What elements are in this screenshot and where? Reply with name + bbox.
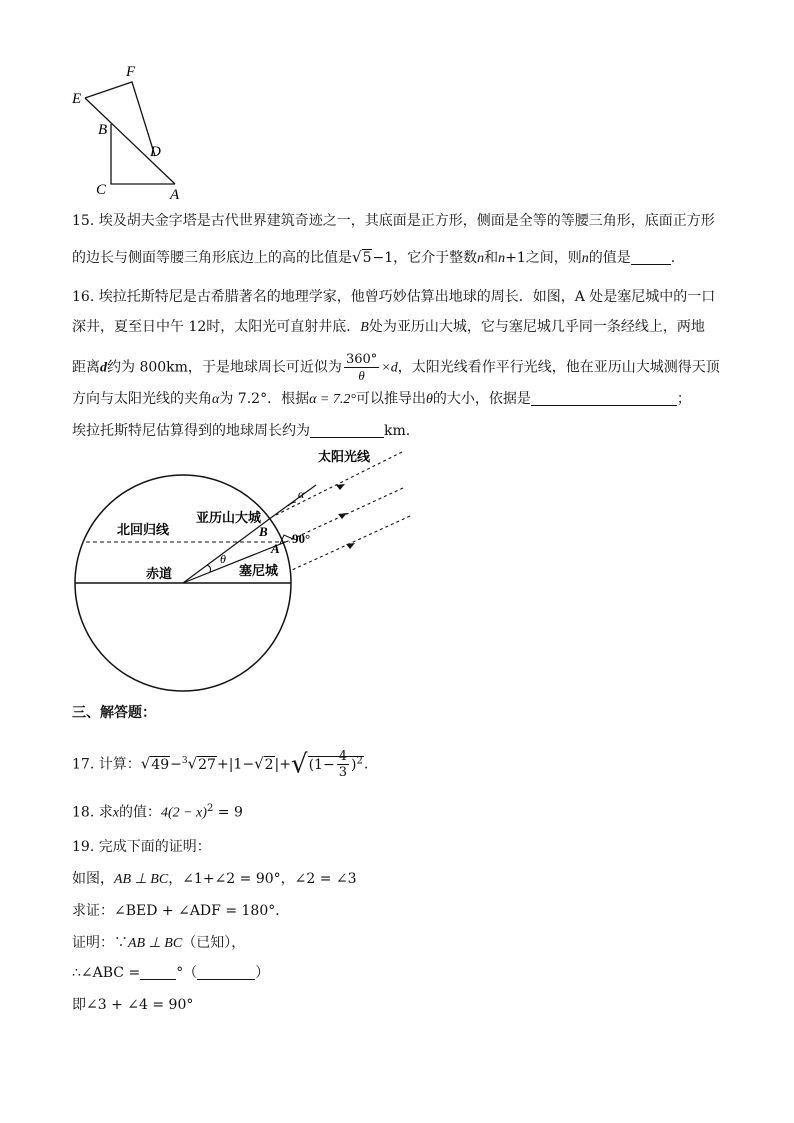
q16-var-d: d [100, 360, 107, 376]
q18-exp: 2 [206, 803, 214, 814]
q19-proof3: 即∠3 + ∠4 = 90° [72, 997, 194, 1013]
theta-arc [207, 565, 211, 572]
q18-line [72, 800, 243, 823]
q19-given-c: ，∠1+∠2 = 90°，∠2 = ∠3 [168, 871, 357, 887]
q17-frac-den: 3 [338, 765, 347, 781]
q17-sqrt49: 49 [151, 756, 170, 773]
q16-frac-den: θ [358, 368, 365, 383]
q16-text-line3a: 距离 [72, 359, 100, 376]
q19-prove: 求证：∠BED + ∠ADF = 180°． [72, 903, 290, 919]
q19-line5 [72, 964, 269, 982]
q16-circumference-blank[interactable] [310, 423, 384, 438]
q15-line1 [72, 212, 715, 230]
q15-and: 和 [484, 250, 499, 266]
q17-plus1: +|1− [216, 756, 255, 773]
q16-text-line4c: 可以推导出 [355, 391, 426, 407]
q15-number: 15. [72, 213, 95, 229]
q16-frac-num: 360° [345, 352, 378, 367]
q16-text-line2b: 处为亚历山大城，它与塞尼城几乎同一条经线上，两地 [368, 319, 705, 335]
label-alpha: α [298, 487, 305, 501]
q15-var-n: n [477, 251, 485, 266]
q16-number: 16. [72, 289, 95, 305]
label-theta: θ [220, 552, 226, 566]
big-sqrt-icon: √ [291, 749, 308, 780]
segment-E-A [85, 98, 175, 184]
q15-answer-blank[interactable] [631, 250, 671, 265]
q19-angle-blank[interactable] [140, 965, 176, 980]
arrow-icon [336, 484, 345, 490]
q19-line3 [72, 902, 289, 920]
q15-radicand: 5 [362, 250, 372, 266]
q17-line [72, 746, 369, 781]
q18-rest: 的值： [118, 804, 161, 821]
q16-text-line4b: 为 7.2°．根据 [219, 391, 310, 407]
q16-alpha-eq: α = 7.2° [309, 392, 356, 407]
q16-text-line4a: 方向与太阳光线的夹角 [72, 391, 212, 407]
label-A: A [170, 187, 180, 203]
q17-label: 计算： [98, 756, 141, 773]
q16-line1 [72, 288, 715, 306]
q16-line3 [72, 352, 720, 383]
label-C: C [96, 182, 107, 198]
q19-reason-blank[interactable] [197, 965, 255, 980]
q15-value-is: 的值是 [588, 250, 631, 266]
q15-between: 之间，则 [525, 250, 582, 266]
q15-line2 [72, 248, 675, 268]
q18-var-x: x [112, 805, 119, 821]
q15-var-n-plus: n [498, 251, 506, 266]
q19-line1 [72, 838, 211, 856]
sqrt-icon: √ [352, 248, 362, 266]
q18-rhs: = 9 [213, 804, 243, 821]
label-sunlight: 太阳光线 [318, 449, 371, 464]
q19-proof2b: °（ [176, 965, 198, 981]
q17-end: . [363, 756, 369, 773]
earth-figure [60, 440, 430, 710]
q19-line4 [72, 934, 245, 953]
label-B: B [259, 524, 268, 539]
q16-text-line1: 埃拉托斯特尼是古希腊著名的地理学家，他曾巧妙估算出地球的周长．如图，A 处是塞尼城中的一口 [98, 289, 716, 305]
q16-text-line3c: ，太阳光线看作平行光线，他在亚历山大城测得天顶 [397, 359, 720, 376]
q15-var-n2: n [581, 251, 589, 266]
q19-given-b: AB ⊥ BC [114, 872, 169, 887]
q16-text-line4d: 的大小，依据是 [432, 391, 531, 407]
q17-one-minus: 1− [314, 756, 335, 773]
segment-E-F-D [85, 82, 155, 156]
q17-cbrt-index: 3 [181, 756, 188, 766]
label-tropic: 北回归线 [117, 522, 170, 537]
label-A: A [271, 541, 280, 556]
label-D: D [150, 144, 161, 160]
q17-fraction [337, 749, 349, 780]
q19-proof1a: 证明：∵ [72, 935, 128, 951]
q15-text-line1: 埃及胡夫金字塔是古代世界建筑奇迹之一，其底面是正方形，侧面是全等的等腰三角形，底面正方形 [98, 213, 715, 229]
q16-basis-blank[interactable] [531, 391, 677, 406]
sqrt-icon: √ [254, 754, 264, 773]
q17-number: 17. [72, 756, 95, 773]
arrow-icon [346, 543, 355, 549]
q15-text-line2b: ，它介于整数 [393, 250, 478, 266]
q19-proof1b: AB ⊥ BC [128, 936, 183, 951]
q17-sqrt2: 2 [264, 756, 274, 773]
arrow-icon [338, 513, 347, 519]
q15-plus-one: +1 [505, 250, 526, 266]
section3-title: 三、解答题： [72, 705, 156, 721]
label-B: B [98, 122, 108, 138]
q19-line2 [72, 870, 357, 889]
label-90: 90° [292, 531, 311, 546]
q16-semicolon: ； [676, 391, 691, 407]
q16-text-line2a: 深井，夏至日中午 12时，太阳光可直射井底． [72, 319, 361, 335]
q16-text-line5a: 埃拉托斯特尼估算得到的地球周长约为 [72, 423, 310, 439]
q18-equation: 4(2 − x) [160, 805, 207, 821]
q19-proof1c: （已知）， [182, 935, 246, 951]
triangle-figure [60, 58, 200, 208]
label-alexandria: 亚历山大城 [196, 510, 262, 525]
q16-alpha: α [212, 392, 220, 407]
label-E: E [72, 91, 82, 107]
q19-proof2a: ∴∠ABC = [72, 965, 141, 981]
q15-minus-one: −1 [372, 250, 394, 266]
label-equator: 赤道 [146, 566, 173, 581]
q16-line4 [72, 390, 691, 409]
q19-proof2c: ） [255, 965, 270, 981]
q16-theta: θ [425, 392, 433, 407]
label-F: F [126, 64, 136, 80]
sqrt-icon: √ [140, 754, 151, 773]
q17-minus: − [170, 756, 182, 773]
q18-number: 18. [72, 804, 95, 821]
q16-text-line5b: km. [384, 423, 411, 439]
q15-end: . [670, 250, 676, 266]
q17-big-radicand: (1− $\frac{4}{3}$ )$^2$ [308, 749, 363, 781]
q17-exp: 2 [356, 755, 363, 766]
q16-line2 [72, 318, 705, 337]
q16-fraction [344, 352, 379, 383]
q19-line6 [72, 996, 193, 1014]
q19-given-a: 如图， [72, 871, 114, 887]
q17-frac-num: 4 [338, 749, 347, 765]
q16-line5 [72, 422, 410, 440]
cbrt-icon: √ [187, 754, 198, 773]
q16-var-B: B [360, 320, 369, 335]
q19-number: 19. [72, 839, 95, 855]
q16-text-line3b: 约为 800km，于是地球周长可近似为 [107, 359, 342, 376]
label-syene: 塞尼城 [239, 563, 279, 578]
zenith-line [272, 485, 316, 517]
q16-times-d: ×d [381, 360, 398, 376]
q17-cbrt27: 27 [198, 756, 216, 773]
q19-label: 完成下面的证明： [98, 839, 211, 855]
q15-text-line2a: 的边长与侧面等腰三角形底边上的高的比值是 [72, 250, 352, 266]
q18-label: 求 [98, 804, 113, 821]
q17-plus2: |+ [274, 756, 291, 773]
